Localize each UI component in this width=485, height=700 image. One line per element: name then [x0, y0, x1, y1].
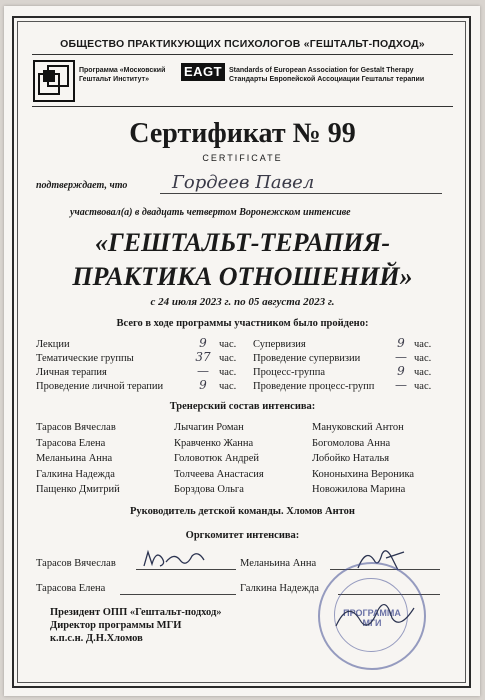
mgi-logo-icon: [33, 60, 75, 102]
hours-label: Тематические группы: [36, 353, 134, 364]
mgi-program-label: Программа «Московский Гештальт Институт»: [79, 67, 166, 83]
recipient-name: Гордеев Павел: [172, 172, 315, 193]
hours-left-units: час. час. час. час.: [219, 339, 237, 392]
program-dates: с 24 июля 2023 г. по 05 августа 2023 г.: [150, 296, 335, 308]
hours-value: 9: [397, 336, 405, 350]
committee-member: Тарасов Вячеслав: [36, 558, 116, 569]
hours-label: Лекции: [36, 339, 70, 350]
hours-label: Личная терапия: [36, 367, 107, 378]
hours-value: 37: [195, 350, 211, 364]
certificate-title: Сертификат № 99: [129, 118, 356, 149]
hours-value: 9: [199, 378, 207, 392]
trainers-column-1: [36, 420, 120, 498]
eagt-logo: EAGT: [181, 63, 225, 81]
header-bottom-rule: [32, 106, 453, 107]
trainers-column-3: [312, 420, 414, 498]
trainer-name: Лобойко Наталья: [312, 453, 390, 464]
header-top-rule: [32, 54, 453, 55]
organization-name: ОБЩЕСТВО ПРАКТИКУЮЩИХ ПСИХОЛОГОВ «ГЕШТАЛЬТ-ПОДХОД»: [60, 38, 425, 50]
kids-team-head: Руководитель детской команды. Хломов Антон: [130, 506, 355, 517]
signature-tarasov-icon: [140, 546, 210, 572]
hours-right-labels: [253, 338, 374, 394]
committee-heading: Оргкомитет интенсива:: [185, 530, 300, 541]
trainer-name: Пащенко Дмитрий: [36, 484, 120, 495]
hours-right-values: [388, 336, 414, 392]
hours-label: Процесс-группа: [253, 367, 326, 378]
trainer-name: Богомолова Анна: [312, 437, 391, 449]
trainer-name: Толчеева Анастасия: [174, 468, 264, 480]
hours-right-units: час. час. час. час.: [414, 339, 432, 392]
trainer-name: Борздова Ольга: [174, 484, 244, 495]
president-block: Президент ОПП «Гештальт-подход» Директор программы МГИ к.п.с.н. Д.Н.Хломов: [50, 607, 222, 644]
participation-text: участвовал(а) в двадцать четвертом Воронежском интенсиве: [70, 207, 351, 218]
trainer-name: Галкина Надежда: [36, 468, 115, 480]
hours-label: Проведение супервизии: [253, 353, 361, 364]
eagt-standards-label: Standards of European Association for Gestalt Therapy Стандарты Европейской Ассоциации Гештальт терапии: [229, 67, 425, 83]
trainer-name: Тарасова Елена: [36, 437, 106, 449]
trainer-name: Меланьина Анна: [36, 453, 113, 464]
trainer-name: Новожилова Марина: [312, 484, 406, 495]
hours-value: —: [395, 378, 407, 392]
hours-value: —: [197, 364, 209, 378]
signature-line: [120, 594, 236, 595]
confirms-text: подтверждает, что: [36, 180, 128, 191]
hours-left-values: [188, 336, 218, 392]
certificate-subtitle: CERTIFICATE: [202, 153, 283, 163]
signature-khlomov-icon: [330, 590, 420, 640]
hours-left-labels: [36, 338, 163, 394]
committee-member: Тарасова Елена: [36, 583, 106, 594]
total-hours-heading: Всего в ходе программы участником было пройдено:: [116, 318, 369, 329]
trainer-name: Головотюк Андрей: [174, 453, 259, 464]
trainer-name: Лычагин Роман: [174, 422, 244, 433]
hours-value: 9: [397, 364, 405, 378]
committee-member: Меланьина Анна: [240, 558, 317, 569]
hours-value: —: [395, 350, 407, 364]
committee-member: Галкина Надежда: [240, 583, 319, 594]
hours-label: Проведение личной терапии: [36, 381, 164, 392]
trainer-name: Кравченко Жанна: [174, 437, 254, 449]
trainers-heading: Тренерский состав интенсива:: [169, 401, 316, 412]
hours-label: Супервизия: [253, 339, 306, 350]
name-line: [160, 193, 442, 194]
official-stamp: ПРОГРАММА МГИ: [318, 562, 426, 670]
hours-label: Проведение процесс-групп: [253, 381, 375, 392]
trainer-name: Тарасов Вячеслав: [36, 422, 116, 433]
hours-value: 9: [199, 336, 207, 350]
trainer-name: Мануковский Антон: [312, 422, 404, 433]
program-title: «ГЕШТАЛЬТ-ТЕРАПИЯ- ПРАКТИКА ОТНОШЕНИЙ»: [72, 228, 413, 291]
trainer-name: Кононыхина Вероника: [312, 468, 415, 480]
trainers-column-2: [174, 420, 264, 498]
